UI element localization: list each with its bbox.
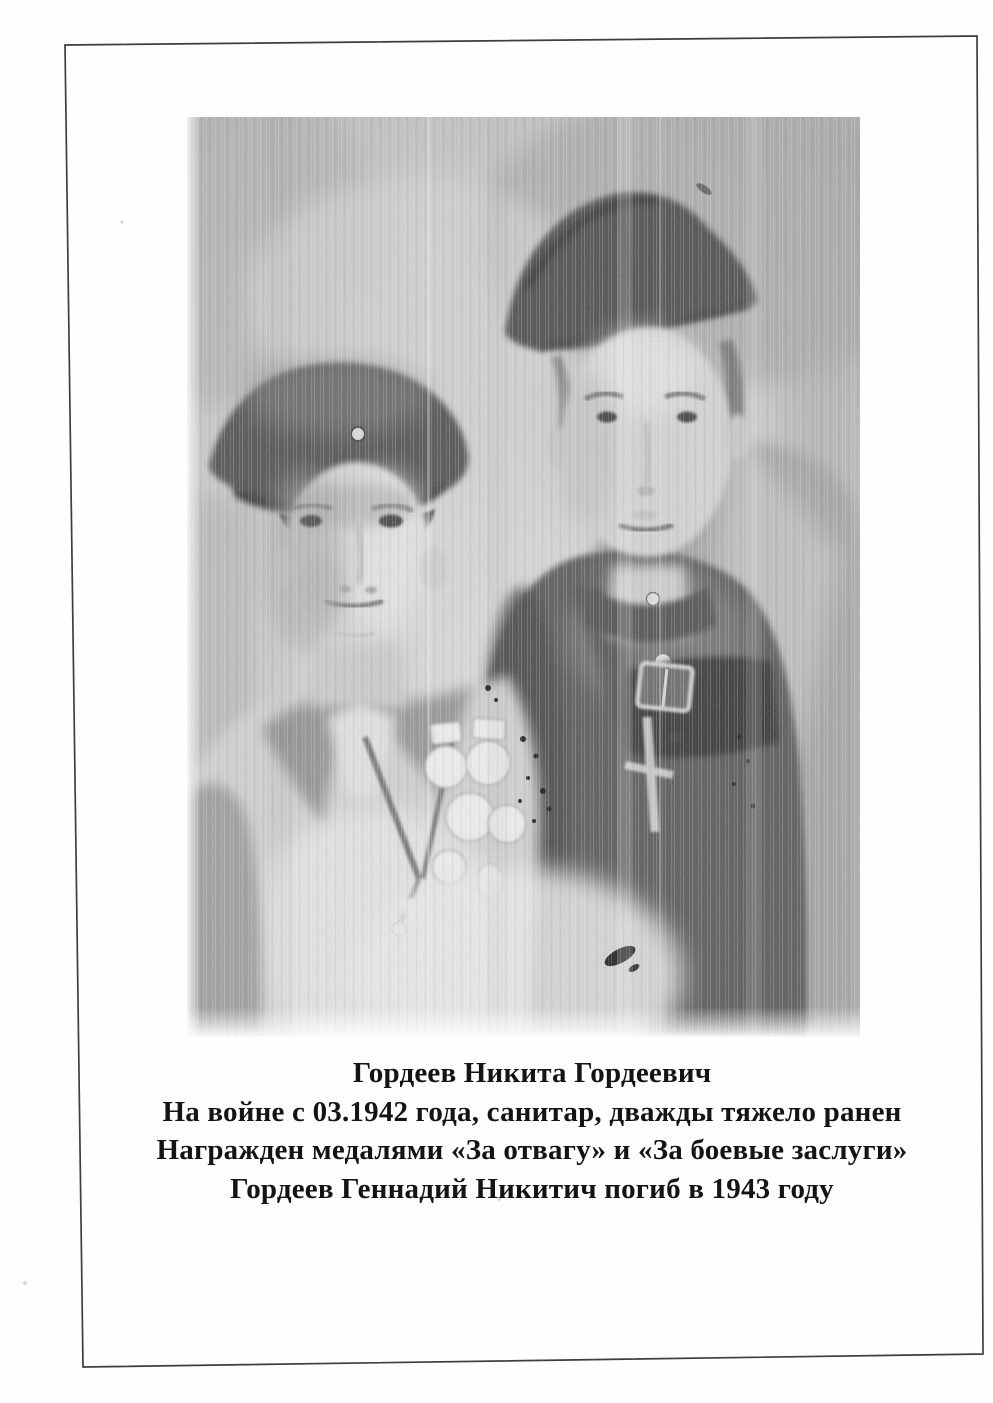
caption-block <box>73 1054 991 1208</box>
photocopy-artifacts <box>187 117 860 1037</box>
caption-line-son: Гордеев Геннадий Никитич погиб в 1943 году <box>230 1172 834 1205</box>
caption-line-service: На войне с 03.1942 года, санитар, дважды тяжело ранен <box>162 1095 902 1128</box>
photograph-two-soldiers <box>187 117 860 1037</box>
caption-line-awards: Награжден медалями «За отвагу» и «За боевые заслуги» <box>156 1134 908 1166</box>
caption-line-name: Гордеев Никита Гордеевич <box>352 1057 712 1089</box>
